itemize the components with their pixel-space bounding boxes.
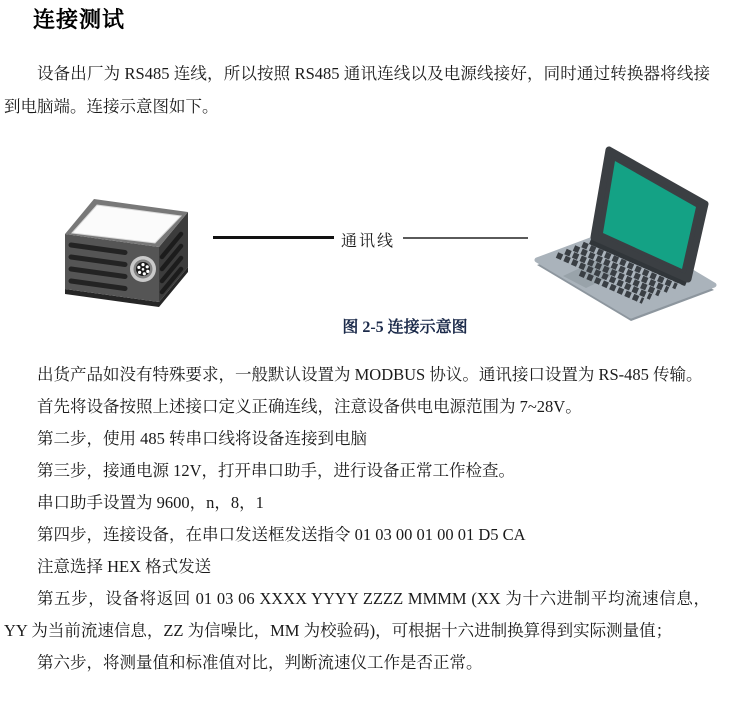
figure-caption: 图 2-5 连接示意图 bbox=[342, 319, 468, 336]
step-paragraph: 第三步，接通电源 12V，打开串口助手，进行设备正常工作检查。 bbox=[37, 461, 516, 480]
step-paragraph: 串口助手设置为 9600，n，8，1 bbox=[37, 493, 264, 512]
heatsink-fins-side bbox=[162, 234, 181, 292]
cable-label: 通讯线 bbox=[341, 233, 396, 250]
cable-line-right bbox=[403, 237, 528, 239]
page-title: 连接测试 bbox=[33, 8, 126, 33]
laptop-illustration bbox=[525, 138, 725, 325]
connector-icon bbox=[130, 256, 156, 282]
heatsink-fins-front bbox=[71, 245, 125, 289]
step-paragraph: 首先将设备按照上述接口定义正确连线，注意设备供电电源范围为 7~28V。 bbox=[37, 397, 582, 416]
step-paragraph: 出货产品如没有特殊要求，一般默认设置为 MODBUS 协议。通讯接口设置为 RS-485 传输。 bbox=[37, 365, 703, 384]
device-box-illustration bbox=[55, 185, 205, 310]
step-paragraph: 第四步，连接设备，在串口发送框发送指令 01 03 00 01 00 01 D5 CA bbox=[37, 525, 526, 544]
step-paragraph: 第二步，使用 485 转串口线将设备连接到电脑 bbox=[37, 429, 367, 448]
keyboard bbox=[557, 241, 685, 301]
cable-line-left bbox=[213, 236, 334, 239]
step-paragraph: 第六步，将测量值和标准值对比，判断流速仪工作是否正常。 bbox=[37, 653, 483, 672]
trackpad bbox=[563, 260, 620, 288]
instruction-steps bbox=[4, 359, 710, 679]
step-paragraph: 注意选择 HEX 格式发送 bbox=[37, 557, 212, 576]
intro-paragraph: 设备出厂为 RS485 连线，所以按照 RS485 通讯连线以及电源线接好，同时通过转换器将线接到电脑端。连接示意图如下。 bbox=[4, 64, 710, 116]
step-paragraph: 第五步，设备将返回 01 03 06 XXXX YYYY ZZZZ MMMM (XX 为十六进制平均流速信息，YY 为当前流速信息，ZZ 为信噪比，MM 为校验码)，可根据十六进制换算得到实际测量值； bbox=[4, 589, 710, 640]
laptop-screen bbox=[603, 161, 696, 269]
screen-frame bbox=[594, 150, 705, 279]
